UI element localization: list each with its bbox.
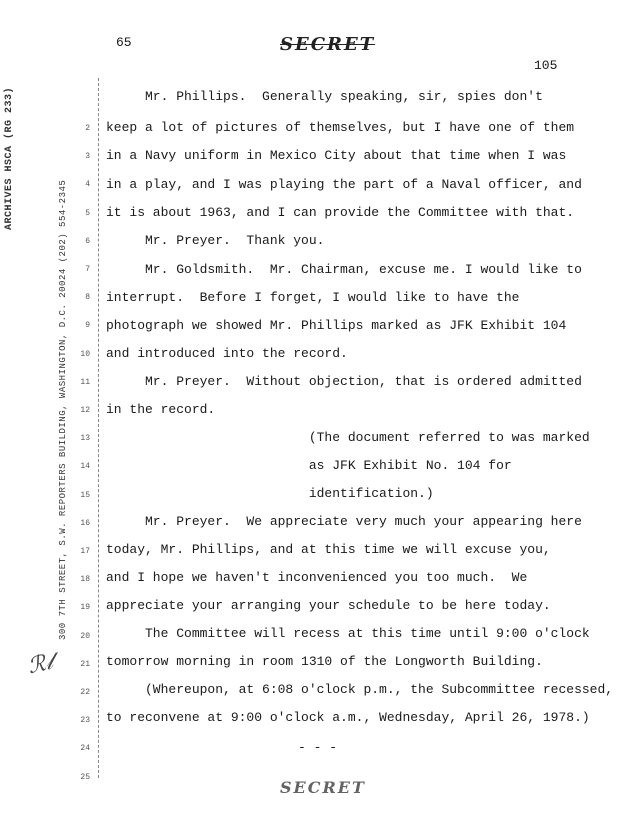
transcript-line: Mr. Preyer. Without objection, that is ordered admitted <box>106 374 582 389</box>
line-number: 3 <box>85 152 90 162</box>
transcript-line: in the record. <box>106 402 216 417</box>
transcript-line: photograph we showed Mr. Phillips marked as JFK Exhibit 104 <box>106 318 567 333</box>
line-number: 4 <box>85 180 90 190</box>
line-number: 8 <box>85 293 90 303</box>
transcript-line: and introduced into the record. <box>106 346 348 361</box>
line-number: 14 <box>80 462 90 472</box>
line-number: 17 <box>80 547 90 556</box>
line-number: 13 <box>80 434 90 444</box>
line-number: 6 <box>85 236 90 246</box>
transcript-line: it is about 1963, and I can provide the Committee with that. <box>106 205 575 220</box>
line-number: 2 <box>85 124 90 133</box>
classification-stamp-bottom: SECRET <box>280 778 366 797</box>
end-mark: - - - <box>298 740 338 755</box>
line-number: 25 <box>80 772 90 782</box>
transcript-line: The Committee will recess at this time until 9:00 o'clock <box>106 626 590 641</box>
transcript-line: in a play, and I was playing the part of a Naval officer, and <box>106 177 582 192</box>
line-number: 5 <box>85 208 90 218</box>
line-number: 24 <box>80 744 90 754</box>
archive-label: ARCHIVES HSCA (RG 233) <box>4 86 15 230</box>
classification-stamp-top: SECRET <box>280 34 376 55</box>
line-number: 19 <box>80 603 90 613</box>
line-number: 21 <box>80 659 90 669</box>
line-number: 22 <box>80 688 90 697</box>
transcript-line: identification.) <box>106 486 434 501</box>
transcript-line: Mr. Preyer. We appreciate very much your appearing here <box>106 514 582 529</box>
transcript-line: Mr. Preyer. Thank you. <box>106 233 325 248</box>
transcript-line: appreciate your arranging your schedule to be here today. <box>106 598 551 613</box>
transcript-line: interrupt. Before I forget, I would like to have the <box>106 290 520 305</box>
transcript-line: tomorrow morning in room 1310 of the Longworth Building. <box>106 654 543 669</box>
line-number: 20 <box>80 631 90 641</box>
reporter-address: 300 7TH STREET, S.W. REPORTERS BUILDING, WASHINGTON, D.C. 20024 (202) 554-2345 <box>58 179 68 640</box>
transcript-line: as JFK Exhibit No. 104 for <box>106 458 512 473</box>
transcript-line: (The document referred to was marked <box>106 430 590 445</box>
line-number: 23 <box>80 716 90 726</box>
page-number-left: 65 <box>116 35 132 50</box>
transcript-line: to reconvene at 9:00 o'clock a.m., Wednesday, April 26, 1978.) <box>106 710 590 725</box>
transcript-line: keep a lot of pictures of themselves, but I have one of them <box>106 120 575 135</box>
transcript-line: (Whereupon, at 6:08 o'clock p.m., the Subcommittee recessed, <box>106 682 614 697</box>
line-number: 12 <box>80 406 90 415</box>
line-number: 15 <box>80 490 90 500</box>
line-number: 18 <box>80 575 90 585</box>
transcript-line: in a Navy uniform in Mexico City about that time when I was <box>106 148 567 163</box>
line-number: 7 <box>85 265 90 274</box>
line-number: 11 <box>80 377 90 387</box>
reporter-signature: ℛ𝓁 <box>25 649 56 680</box>
line-number: 10 <box>80 349 90 359</box>
transcript-line: today, Mr. Phillips, and at this time we will excuse you, <box>106 542 551 557</box>
line-number: 16 <box>80 518 90 528</box>
transcript-line: Mr. Phillips. Generally speaking, sir, spies don't <box>106 89 543 104</box>
line-number: 9 <box>85 321 90 331</box>
transcript-line: and I hope we haven't inconvenienced you too much. We <box>106 570 528 585</box>
page-number-right: 105 <box>534 58 558 73</box>
transcript-line: Mr. Goldsmith. Mr. Chairman, excuse me. I would like to <box>106 262 582 277</box>
left-margin-rule <box>98 78 99 778</box>
